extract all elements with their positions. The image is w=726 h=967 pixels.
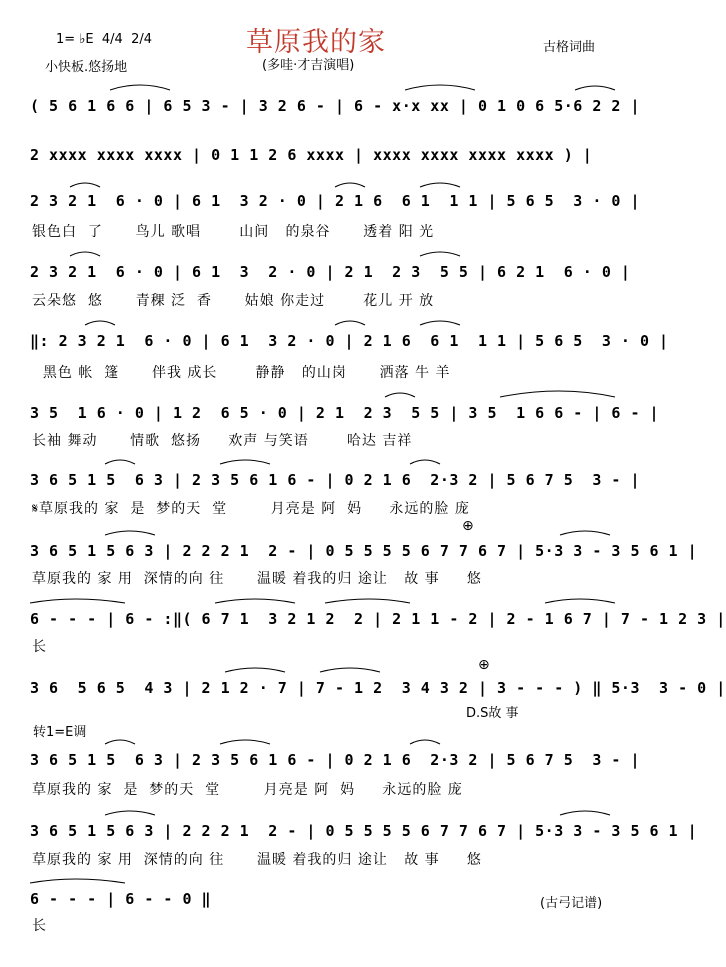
slur bbox=[405, 85, 475, 90]
slur bbox=[335, 183, 365, 187]
lyrics-line-13: 长 bbox=[32, 918, 47, 934]
slur bbox=[320, 668, 380, 672]
notes-line-12: 3 6 5 1 5 6 3 | 2 2 2 1 2 - | 0 5 5 5 5 6 7 7 6 7 | 5·3 3 - 3 5 6 1 | bbox=[30, 822, 698, 840]
slur bbox=[215, 599, 295, 603]
slur bbox=[420, 183, 460, 187]
notes-line-11: 3 6 5 1 5 6 3 | 2 3 5 6 1 6 - | 0 2 1 6 2·3 2 | 5 6 7 5 3 - | bbox=[30, 751, 640, 769]
notes-line-3: 2 3 2 1 6 · 0 | 6 1 3 2 · 0 | 2 1 6 6 1 1 1 | 5 6 5 3 · 0 | bbox=[30, 192, 640, 210]
lyrics-line-3: 银色白 了 鸟儿 歌唱 山间 的泉谷 透着 阳 光 bbox=[32, 224, 435, 240]
slur bbox=[30, 599, 125, 603]
notes-line-13: 6 - - - | 6 - - 0 ‖ bbox=[30, 890, 212, 908]
coda-sign-2: ⊕ bbox=[478, 657, 490, 673]
notes-line-4: 2 3 2 1 6 · 0 | 6 1 3 2 · 0 | 2 1 2 3 5 5 | 6 2 1 6 · 0 | bbox=[30, 263, 631, 281]
slur bbox=[110, 85, 170, 90]
slur bbox=[220, 460, 270, 464]
notes-line-6: 3 5 1 6 · 0 | 1 2 6 5 · 0 | 2 1 2 3 5 5 | 3 5 1 6 6 - | 6 - | bbox=[30, 404, 660, 422]
notes-line-8: 3 6 5 1 5 6 3 | 2 2 2 1 2 - | 0 5 5 5 5 6 7 7 6 7 | 5·3 3 - 3 5 6 1 | bbox=[30, 542, 698, 560]
lyrics-line-5: 黑色 帐 篷 伴我 成长 静静 的山岗 洒落 牛 羊 bbox=[32, 365, 451, 381]
slur bbox=[410, 740, 440, 744]
slur bbox=[560, 811, 610, 815]
notes-line-5: ‖: 2 3 2 1 6 · 0 | 6 1 3 2 · 0 | 2 1 6 6 1 1 1 | 5 6 5 3 · 0 | bbox=[30, 332, 669, 350]
song-title: 草原我的家 bbox=[246, 27, 386, 58]
slur bbox=[105, 460, 135, 464]
lyrics-line-4: 云朵悠 悠 青稞 泛 香 姑娘 你走过 花儿 开 放 bbox=[32, 293, 435, 309]
slur bbox=[105, 531, 155, 535]
notes-line-1: ( 5 6 1 6 6 | 6 5 3 - | 3 2 6 - | 6 - x·x xx | 0 1 0 6 5·6 2 2 | bbox=[30, 97, 640, 115]
slur bbox=[545, 599, 615, 603]
slur bbox=[105, 740, 135, 744]
slur bbox=[70, 252, 100, 256]
lyrics-line-6: 长袖 舞动 情歌 悠扬 欢声 与笑语 哈达 吉祥 bbox=[32, 433, 413, 449]
slur bbox=[420, 321, 460, 325]
singer-credit: (多哇·才吉演唱) bbox=[262, 58, 355, 73]
notes-line-7: 3 6 5 1 5 6 3 | 2 3 5 6 1 6 - | 0 2 1 6 2·3 2 | 5 6 7 5 3 - | bbox=[30, 471, 640, 489]
lyrics-line-7: 𝄋草原我的 家 是 梦的天 堂 月亮是 阿 妈 永远的脸 庞 bbox=[32, 501, 470, 517]
tempo-marking: 小快板.悠扬地 bbox=[45, 60, 128, 75]
notes-line-10: 3 6 5 6 5 4 3 | 2 1 2 · 7 | 7 - 1 2 3 4 3 2 | 3 - - - ) ‖ 5·3 3 - 0 | bbox=[30, 679, 726, 697]
slur bbox=[420, 252, 460, 256]
slur bbox=[410, 460, 440, 464]
slur bbox=[560, 531, 610, 535]
slur bbox=[500, 391, 615, 397]
lyrics-line-11: 草原我的 家 是 梦的天 堂 月亮是 阿 妈 永远的脸 庞 bbox=[32, 782, 463, 798]
slur bbox=[105, 811, 155, 815]
key-signature: 1= ♭E 4/4 2/4 bbox=[56, 32, 153, 47]
slur bbox=[70, 183, 100, 187]
slur bbox=[325, 599, 410, 603]
notes-line-2: 2 xxxx xxxx xxxx | 0 1 1 2 6 xxxx | xxxx xxxx xxxx xxxx ) | bbox=[30, 146, 593, 164]
slur bbox=[385, 393, 415, 397]
lyrics-line-12: 草原我的 家 用 深情的向 往 温暖 着我的归 途让 故 事 悠 bbox=[32, 852, 482, 868]
slur bbox=[225, 668, 285, 672]
slur bbox=[575, 86, 615, 90]
lyrics-line-9: 长 bbox=[32, 639, 47, 655]
slur bbox=[335, 321, 365, 325]
modulation-label: 转1=E调 bbox=[33, 725, 87, 740]
slur bbox=[220, 740, 270, 744]
composer-credit: 古格词曲 bbox=[543, 40, 596, 55]
ds-marking: D.S故 事 bbox=[466, 706, 519, 721]
lyrics-line-8: 草原我的 家 用 深情的向 往 温暖 着我的归 途让 故 事 悠 bbox=[32, 571, 482, 587]
transcriber-credit: (古弓记谱) bbox=[540, 896, 603, 911]
notes-line-9: 6 - - - | 6 - :‖( 6 7 1 3 2 1 2 2 | 2 1 1 - 2 | 2 - 1 6 7 | 7 - 1 2 3 | bbox=[30, 610, 726, 628]
slur bbox=[30, 879, 125, 883]
coda-sign-1: ⊕ bbox=[462, 518, 474, 534]
slur bbox=[85, 321, 115, 325]
